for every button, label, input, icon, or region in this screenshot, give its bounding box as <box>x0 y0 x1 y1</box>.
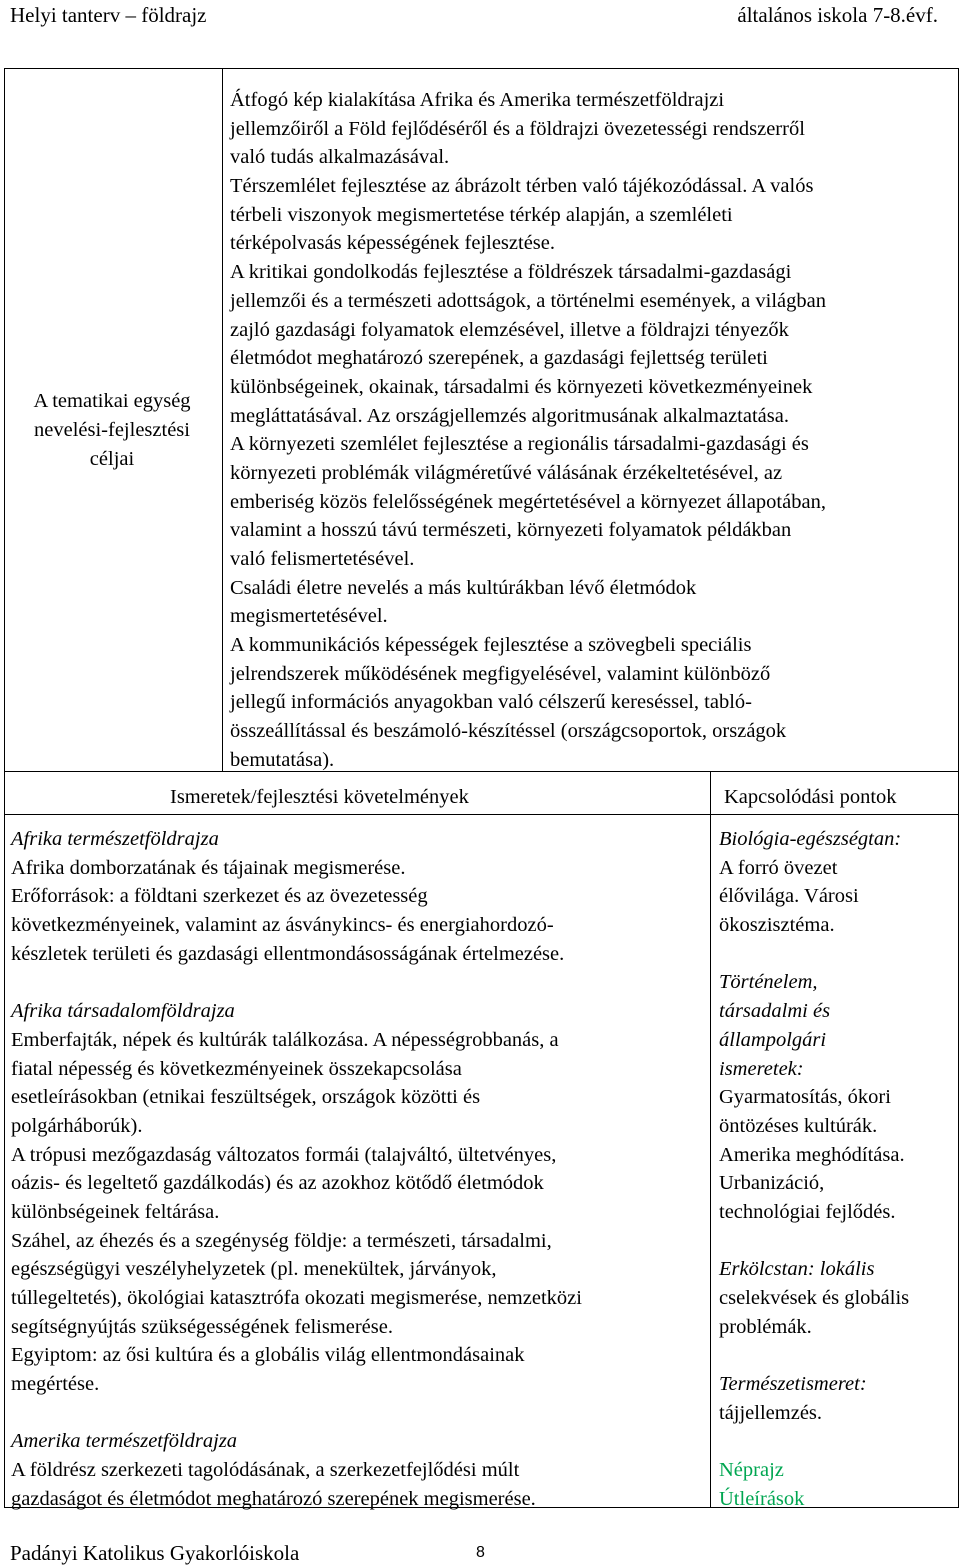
requirements-line: Száhel, az éhezés és a szegénység földje: a természeti, társadalmi, <box>11 1229 552 1252</box>
connections-line <box>719 940 909 969</box>
requirements-line <box>11 1399 582 1428</box>
requirements-line: Egyiptom: az ősi kultúra és a globális világ ellentmondásainak <box>11 1344 525 1367</box>
connections-line: öntözéses kultúrák. <box>719 1114 878 1137</box>
requirements-line: Afrika domborzatának és tájainak megismerése. <box>11 856 406 879</box>
requirements-line: Afrika természetföldrajza <box>11 828 219 850</box>
goals-line: zajló gazdasági folyamatok elemzésével, illetve a földrajzi tényezők <box>230 318 789 341</box>
requirements-line: túllegeltetés), ökológiai katasztrófa okozati megismerése, nemzetközi <box>11 1287 582 1309</box>
goals-line: valamint a hosszú távú természeti, környezeti folyamatok példákban <box>230 519 792 542</box>
requirements-line: esetleírásokban (etnikai feszültségek, országok közötti és <box>11 1086 481 1109</box>
table-border-left <box>4 68 5 1508</box>
goals-line: jellemzőiről a Föld fejlődéséről és a földrajzi övezetességi rendszerről <box>230 117 805 140</box>
goals-line: való tudás alkalmazásával. <box>230 146 450 169</box>
connections-line <box>719 1427 909 1456</box>
goals-divider <box>222 68 223 772</box>
goals-label-line: céljai <box>89 448 135 470</box>
connections-line <box>719 1341 909 1370</box>
requirements-line: fiatal népesség és következményeinek összekapcsolása <box>11 1057 462 1080</box>
requirements-header: Ismeretek/fejlesztési követelmények <box>170 786 469 808</box>
connections-line: társadalmi és <box>719 1000 831 1023</box>
connections-line: Biológia-egészségtan: <box>719 828 902 850</box>
goals-line: jellemzői és a természeti adottságok, a történelmi események, a világban <box>230 289 826 312</box>
connections-line: Gyarmatosítás, ókori <box>719 1086 891 1109</box>
goals-line: térképolvasás képességének fejlesztése. <box>230 232 556 255</box>
footer-school: Padányi Katolikus Gyakorlóiskola <box>10 1541 300 1565</box>
goals-line: térbeli viszonyok megismertetése térkép alapján, a szemléleti <box>230 203 733 226</box>
goals-line: emberiség közös felelősségének megértetésével a környezet állapotában, <box>230 490 826 513</box>
requirements-line: megértése. <box>11 1373 100 1396</box>
requirements-line: egészségügyi veszélyhelyzetek (pl. menekültek, járványok, <box>11 1258 497 1281</box>
connections-line: élővilága. Városi <box>719 885 859 908</box>
goals-line: A kommunikációs képességek fejlesztése a szövegbeli speciális <box>230 634 752 657</box>
goals-line: Átfogó kép kialakítása Afrika és Amerika természetföldrajzi <box>230 89 725 111</box>
connections-line: Történelem, <box>719 971 818 994</box>
connections-line: technológiai fejlődés. <box>719 1200 896 1223</box>
goals-line: A környezeti szemlélet fejlesztése a regionális társadalmi-gazdasági és <box>230 433 809 456</box>
page-number: 8 <box>476 1544 485 1561</box>
connections-line: Néprajz <box>719 1459 784 1482</box>
requirements-text <box>11 825 582 1514</box>
connections-line: cselekvések és globális <box>719 1287 910 1309</box>
header-grade: általános iskola 7-8.évf. <box>737 3 938 27</box>
goals-line: való felismertetésével. <box>230 548 415 570</box>
goals-line: megláttatásával. Az országjellemzés algoritmusának alkalmaztatása. <box>230 404 789 427</box>
goals-line: Családi életre nevelés a más kultúrákban lévő életmódok <box>230 576 697 599</box>
goals-line: különbségeinek, okainak, társadalmi és környezeti következményeinek <box>230 375 813 398</box>
table-border-top <box>4 68 959 69</box>
header-title: Helyi tanterv – földrajz <box>10 3 207 27</box>
goals-line: életmódot meghatározó szerepének, a gazdasági fejlettség területi <box>230 347 768 370</box>
goals-label-line: A tematikai egység <box>33 390 191 412</box>
connections-line: tájjellemzés. <box>719 1401 823 1424</box>
goals-label-line: nevelési-fejlesztési <box>34 419 190 441</box>
goals-line: megismertetésével. <box>230 605 388 628</box>
requirements-line: következményeinek, valamint az ásványkincs- és energiahordozó- <box>11 914 554 937</box>
requirements-line: gazdaságot és életmódot meghatározó szerepének megismerése. <box>11 1487 536 1510</box>
connections-header: Kapcsolódási pontok <box>724 786 897 808</box>
connections-line: problémák. <box>719 1315 812 1338</box>
connections-line: Amerika meghódítása. <box>719 1143 905 1166</box>
connections-line: Útleírások <box>719 1487 805 1510</box>
requirements-line: különbségeinek feltárása. <box>11 1200 220 1223</box>
requirements-line: Erőforrások: a földtani szerkezet és az övezetesség <box>11 885 428 908</box>
requirements-line: A trópusi mezőgazdaság változatos formái (talajváltó, ültetvényes, <box>11 1143 557 1166</box>
requirements-line: készletek területi és gazdasági ellentmondásosságának értelmezése. <box>11 942 565 965</box>
goals-line: A kritikai gondolkodás fejlesztése a földrészek társadalmi-gazdasági <box>230 261 792 284</box>
requirements-line: oázis- és legeltető gazdálkodás) és az azokhoz kötődő életmódok <box>11 1172 544 1195</box>
connections-line <box>719 1227 909 1256</box>
header-row-divider <box>4 814 959 815</box>
connections-line: ismeretek: <box>719 1057 804 1080</box>
connections-text <box>719 825 909 1514</box>
requirements-line: A földrész szerkezeti tagolódásának, a szerkezetfejlődési múlt <box>11 1459 520 1482</box>
requirements-line: Afrika társadalomföldrajza <box>11 1000 235 1023</box>
connections-line: ökoszisztéma. <box>719 914 835 937</box>
requirements-line <box>11 968 582 997</box>
connections-line: Erkölcstan: lokális <box>719 1258 875 1281</box>
goals-label <box>6 387 218 474</box>
requirements-line: polgárháborúk). <box>11 1114 143 1137</box>
requirements-line: Emberfajták, népek és kultúrák találkozása. A népességrobbanás, a <box>11 1028 559 1051</box>
goals-line: környezeti problémák világméretűvé válásának érzékeltetésével, az <box>230 461 783 484</box>
goals-line: jellegű információs anyagokban való célszerű kereséssel, tabló- <box>230 691 752 714</box>
goals-line: bemutatása). <box>230 748 335 771</box>
connections-line: A forró övezet <box>719 856 838 879</box>
goals-line: Térszemlélet fejlesztése az ábrázolt térben való tájékozódással. A valós <box>230 175 814 198</box>
connections-line: Urbanizáció, <box>719 1172 825 1195</box>
goals-line: összeállítással és beszámoló-készítéssel (országcsoportok, országok <box>230 720 787 743</box>
connections-line: állampolgári <box>719 1028 827 1051</box>
table-border-right <box>958 68 959 1508</box>
connections-line: Természetismeret: <box>719 1373 867 1396</box>
requirements-line: segítségnyújtás szükségességének felismerése. <box>11 1315 393 1338</box>
requirements-line: Amerika természetföldrajza <box>11 1430 238 1453</box>
goals-line: jelrendszerek működésének megfigyelésével, valamint különböző <box>230 662 771 685</box>
goals-text <box>230 86 826 775</box>
column-divider <box>710 771 711 1508</box>
